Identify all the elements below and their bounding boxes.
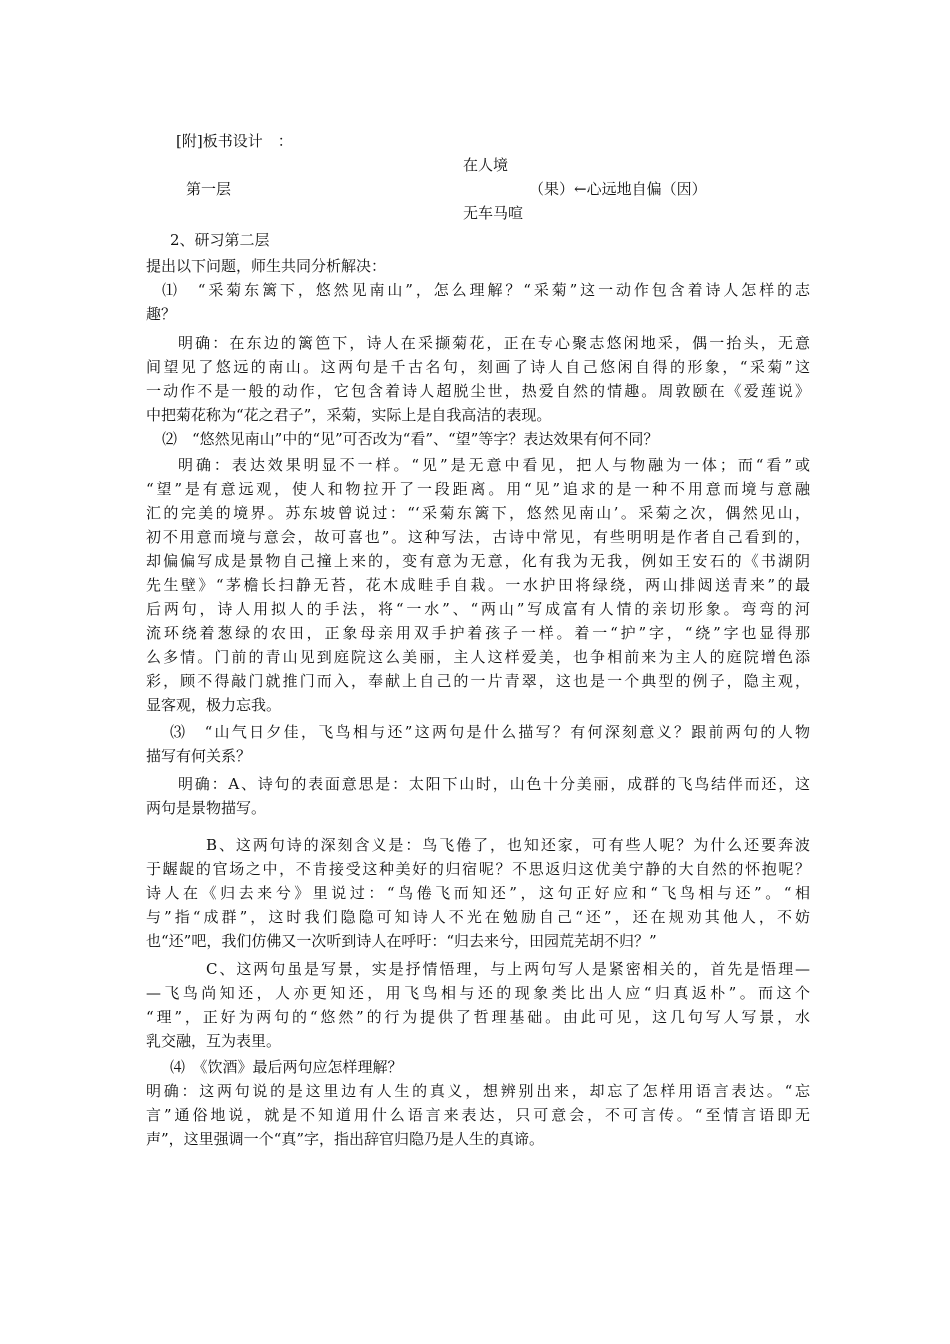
text-line: 趣？ — [146, 305, 177, 323]
text-line: 先生壁》“茅檐长扫静无苔，花木成畦手自栽。一水护田将绿绕，两山排闼送青来”的最 — [146, 576, 810, 594]
text-line: 后两句，诗人用拟人的手法，将“一水”、“两山”写成富有人情的亲切形象。弯弯的河 — [146, 600, 810, 618]
text-line: 流环绕着葱绿的农田，正象母亲用双手护着孩子一样。着一“护”字，“绕”字也显得那 — [146, 624, 810, 642]
board-design-title: [附]板书设计 ： — [176, 132, 293, 150]
text-line: 明确：表达效果明显不一样。“见”是无意中看见，把人与物融为一体；而“看”或 — [178, 456, 810, 474]
text-line: 明确：在东边的篱笆下，诗人在采撷菊花，正在专心聚志悠闲地采，偶一抬头，无意 — [178, 334, 810, 352]
board-top-text: 在人境 — [463, 156, 509, 174]
text-line: 与”指“成群”，这时我们隐隐可知诗人不光在勉励自己“还”，还在规劝其他人，不妨 — [146, 908, 810, 926]
text-line: 两句是景物描写。 — [146, 799, 267, 817]
section-heading: 2、研习第二层 — [170, 231, 270, 249]
text-line: ⑴ “采菊东篱下，悠然见南山”，怎么理解？“采菊”这一动作包含着诗人怎样的志 — [162, 281, 810, 299]
text-line: 提出以下问题，师生共同分析解决： — [146, 257, 387, 275]
text-line: “理”，正好为两句的“悠然”的行为提供了哲理基础。由此可见，这几句写人写景，水 — [146, 1008, 810, 1026]
board-layer-label: 第一层 — [186, 180, 232, 198]
text-line: B、这两句诗的深刻含义是：鸟飞倦了，也知还家，可有些人呢？为什么还要奔波 — [206, 836, 810, 854]
text-line: —飞鸟尚知还，人亦更知还，用飞鸟相与还的现象类比出人应“归真返朴”。而这个 — [146, 984, 810, 1002]
text-line: “望”是有意远观，使人和物拉开了一段距离。用“见”追求的是一种不用意而境与意融 — [146, 480, 810, 498]
text-line: 诗人在《归去来兮》里说过：“鸟倦飞而知还”，这句正好应和“飞鸟相与还”。“相 — [146, 884, 810, 902]
text-line: 显客观，极力忘我。 — [146, 696, 282, 714]
text-line: 初不用意而境与意会，故可喜也”。这种写法，古诗中常见，有些明明是作者自己看到的， — [146, 528, 810, 546]
text-line: 却偏偏写成是景物自己撞上来的，变有意为无意，化有我为无我，例如王安石的《书湖阴 — [146, 552, 810, 570]
text-line: 乳交融，互为表里。 — [146, 1032, 282, 1050]
text-line: 也“还”吧，我们仿佛又一次听到诗人在呼吁：“归去来兮，田园荒芜胡不归？” — [146, 932, 657, 950]
text-line: 间望见了悠远的南山。这两句是千古名句，刻画了诗人自己悠闲自得的形象，“采菊”这 — [146, 358, 810, 376]
text-line: ⑵ “悠然见南山”中的“见”可否改为“看”、“望”等字？表达效果有何不同？ — [162, 430, 659, 448]
text-line: 于龌龊的官场之中，不肯接受这种美好的归宿呢？不思返归这优美宁静的大自然的怀抱呢？ — [146, 860, 810, 878]
text-line: 么多情。门前的青山见到庭院这么美丽，主人这样爱美，也争相前来为主人的庭院增色添 — [146, 648, 810, 666]
board-cause-effect: （果）←心远地自偏（因） — [529, 180, 707, 198]
text-line: 一动作不是一般的动作，它包含着诗人超脱尘世，热爱自然的情趣。周敦颐在《爱莲说》 — [146, 382, 810, 400]
text-line: 明确：这两句说的是这里边有人生的真义，想辨别出来，却忘了怎样用语言表达。“忘 — [146, 1082, 810, 1100]
text-line: 汇的完美的境界。苏东坡曾说过：“‘采菊东篱下，悠然见南山’。采菊之次，偶然见山， — [146, 504, 810, 522]
text-line: 彩，顾不得敲门就推门而入，奉献上自己的一片青翠，这也是一个典型的例子，隐主观， — [146, 672, 810, 690]
text-line: 描写有何关系？ — [146, 747, 252, 765]
board-bottom-text: 无车马喧 — [463, 204, 524, 222]
text-line: 声”，这里强调一个“真”字，指出辞官归隐乃是人生的真谛。 — [146, 1130, 545, 1148]
text-line: ⑶ “山气日夕佳，飞鸟相与还”这两句是什么描写？有何深刻意义？跟前两句的人物 — [170, 723, 810, 741]
text-line: 中把菊花称为“花之君子”，采菊，实际上是自我高洁的表现。 — [146, 406, 552, 424]
text-line: ⑷ 《饮酒》最后两句应怎样理解？ — [170, 1058, 403, 1076]
text-line: 言”通俗地说，就是不知道用什么语言来表达，只可意会，不可言传。“至情言语即无 — [146, 1106, 810, 1124]
text-line: C、这两句虽是写景，实是抒情悟理，与上两句写人是紧密相关的，首先是悟理— — [206, 960, 810, 978]
text-line: 明确：A、诗句的表面意思是：太阳下山时，山色十分美丽，成群的飞鸟结伴而还，这 — [178, 775, 810, 793]
